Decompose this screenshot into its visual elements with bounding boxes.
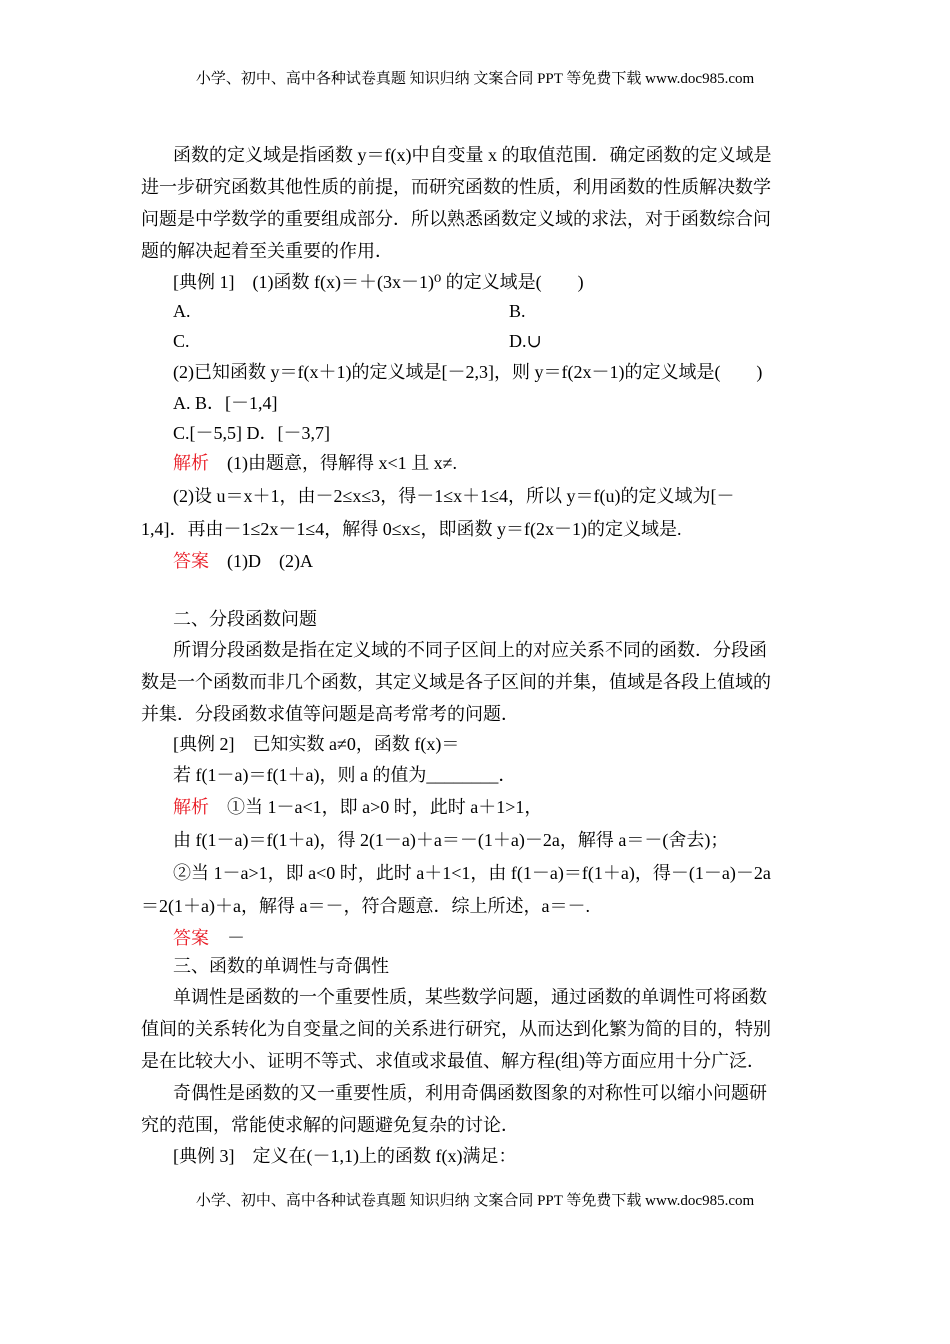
option-a: A. [173, 301, 191, 321]
para-line: 奇偶性是函数的又一重要性质，利用奇偶函数图象的对称性可以缩小问题研 [173, 1083, 767, 1103]
example2-question: [典例 2] 已知实数 a≠0，函数 f(x)＝ [173, 734, 460, 754]
para-line: 并集．分段函数求值等问题是高考常考的问题． [141, 704, 519, 724]
para-line: 究的范围，常能使求解的问题避免复杂的讨论． [141, 1115, 519, 1135]
answer-line [173, 549, 313, 573]
option-b: B. [509, 301, 526, 321]
answer-label: 答案 [173, 551, 209, 571]
para-line: 所谓分段函数是指在定义域的不同子区间上的对应关系不同的函数．分段函 [173, 640, 767, 660]
answer-line [173, 926, 245, 950]
analysis-label: 解析 [173, 797, 209, 817]
para-line: 值间的关系转化为自变量之间的关系进行研究，从而达到化繁为简的目的，特别 [141, 1019, 771, 1039]
analysis-line: ＝2(1＋a)＋a，解得 a＝－，符合题意．综上所述，a＝－. [141, 896, 590, 916]
para-line: 单调性是函数的一个重要性质，某些数学问题，通过函数的单调性可将函数 [173, 987, 767, 1007]
q2-options-ab: A. B．[－1,4] [173, 393, 278, 413]
intro-line: 函数的定义域是指函数 y＝f(x)中自变量 x 的取值范围．确定函数的定义域是 [173, 145, 772, 165]
example2-question2: 若 f(1－a)＝f(1＋a)，则 a 的值为________． [173, 765, 517, 785]
intro-line: 题的解决起着至关重要的作用． [141, 241, 393, 261]
section-title: 二、分段函数问题 [173, 609, 317, 629]
intro-line: 问题是中学数学的重要组成部分．所以熟悉函数定义域的求法，对于函数综合问 [141, 209, 771, 229]
option-d: D.∪ [509, 331, 542, 351]
section-title: 三、函数的单调性与奇偶性 [173, 956, 389, 976]
page-header: 小学、初中、高中各种试卷真题 知识归纳 文案合同 PPT 等免费下载 www.doc985.com [195, 71, 755, 87]
para-line: 是在比较大小、证明不等式、求值或求最值、解方程(组)等方面应用十分广泛． [141, 1051, 765, 1071]
intro-line: 进一步研究函数其他性质的前提，而研究函数的性质，利用函数的性质解决数学 [141, 177, 771, 197]
analysis-text: (1)由题意，得解得 x<1 且 x≠. [227, 453, 458, 473]
analysis-label: 解析 [173, 453, 209, 473]
option-c: C. [173, 331, 190, 351]
answer-label: 答案 [173, 928, 209, 948]
example1-question1: [典例 1] (1)函数 f(x)＝＋(3x－1)⁰ 的定义域是( ) [173, 272, 584, 292]
analysis-line: (2)设 u＝x＋1，由－2≤x≤3，得－1≤x＋1≤4，所以 y＝f(u)的定义域为[－ [173, 486, 735, 506]
analysis-line: 由 f(1－a)＝f(1＋a)，得 2(1－a)＋a＝－(1＋a)－2a，解得 a＝－(舍去)； [173, 830, 729, 850]
analysis-line: ②当 1－a>1，即 a<0 时，此时 a＋1<1，由 f(1－a)＝f(1＋a)，得－(1－a)－2a [173, 863, 771, 883]
para-line: 数是一个函数而非几个函数，其定义域是各子区间的并集，值域是各段上值域的 [141, 672, 771, 692]
q2-options-cd: C.[－5,5] D．[－3,7] [173, 423, 330, 443]
analysis-line: 1,4]．再由－1≤2x－1≤4，解得 0≤x≤，即函数 y＝f(2x－1)的定义域是. [141, 519, 682, 539]
example3-question: [典例 3] 定义在(－1,1)上的函数 f(x)满足： [173, 1146, 517, 1166]
page-footer: 小学、初中、高中各种试卷真题 知识归纳 文案合同 PPT 等免费下载 www.doc985.com [195, 1193, 755, 1209]
analysis-text: ①当 1－a<1，即 a>0 时，此时 a＋1>1， [227, 797, 543, 817]
analysis-line [173, 451, 457, 475]
analysis-line [173, 795, 542, 819]
answer-text: － [227, 928, 245, 948]
example1-question2: (2)已知函数 y＝f(x＋1)的定义域是[－2,3]，则 y＝f(2x－1)的定义域是( ) [173, 362, 763, 382]
answer-text: (1)D (2)A [227, 551, 313, 571]
